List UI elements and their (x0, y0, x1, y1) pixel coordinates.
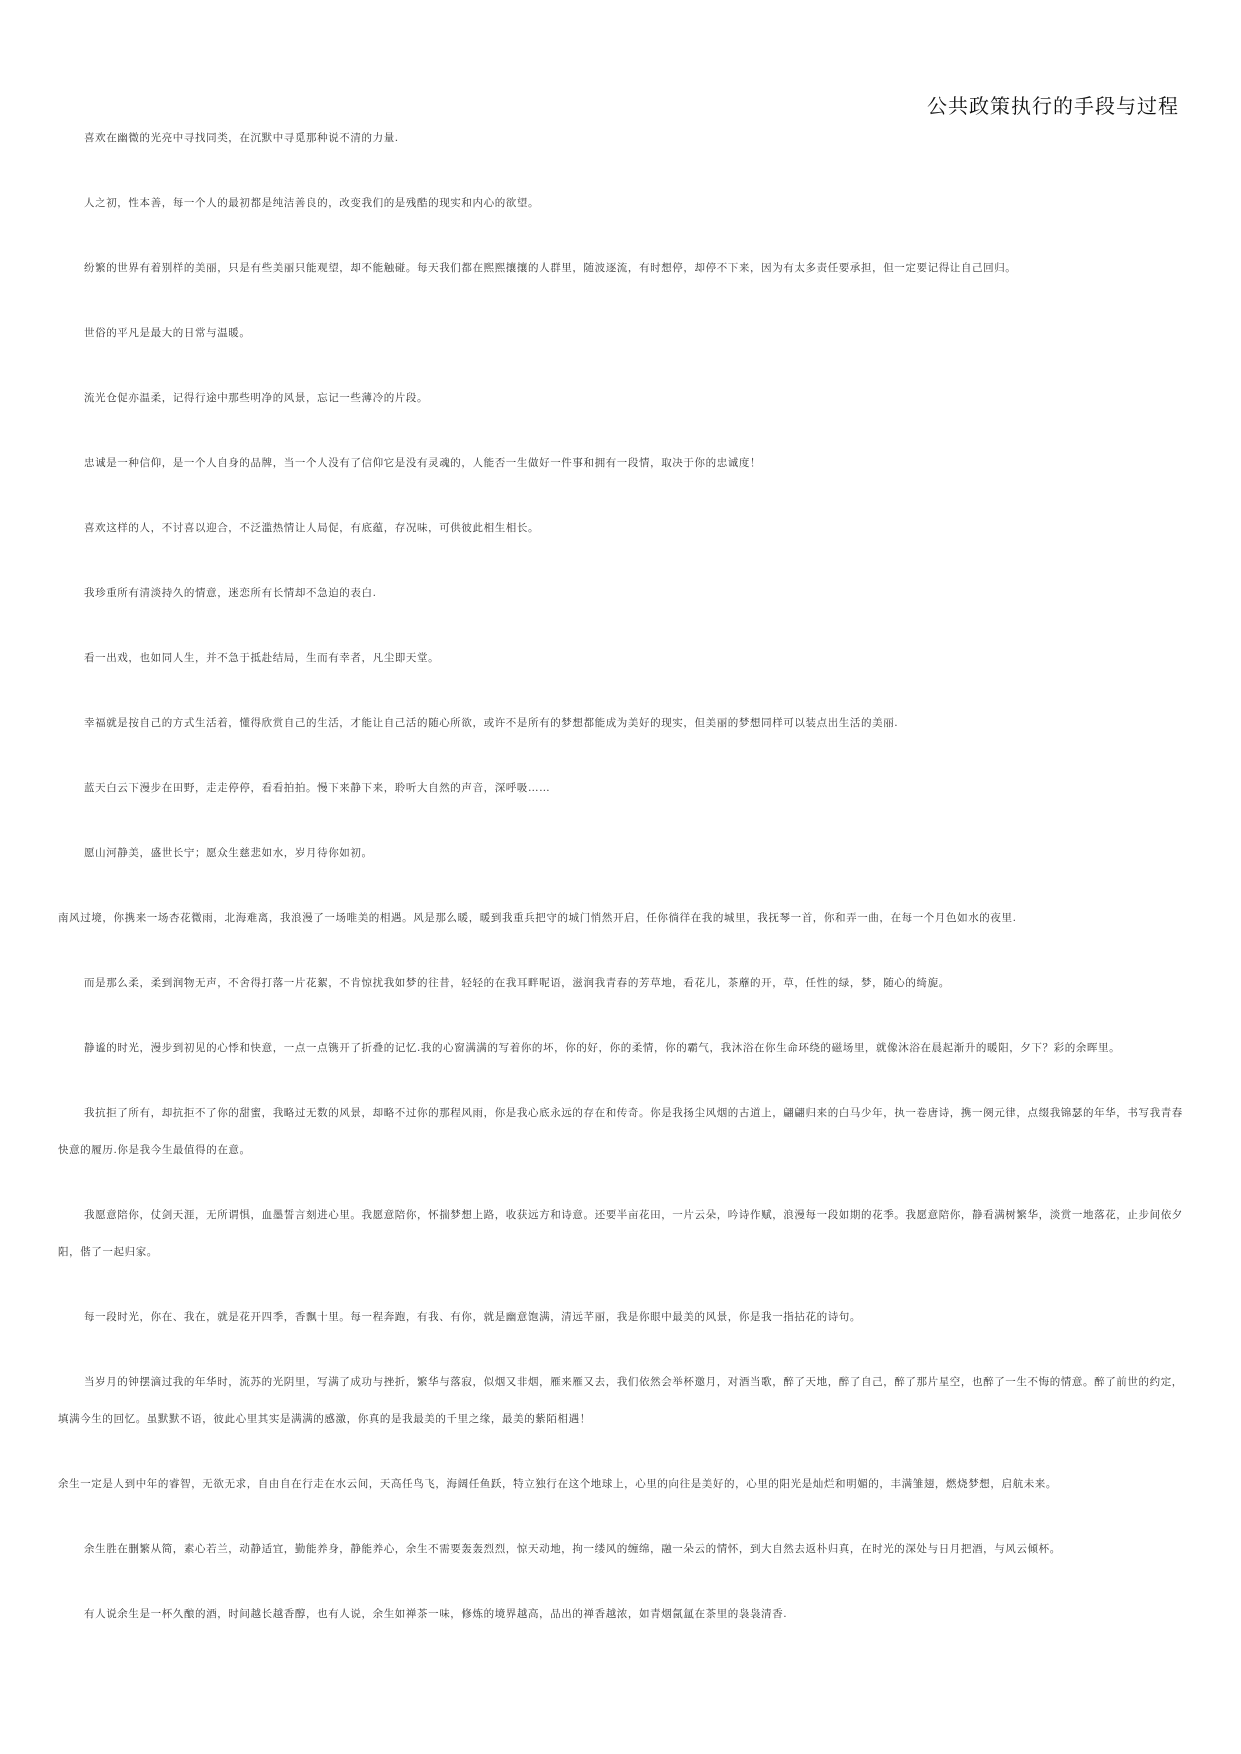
paragraph: 余生胜在删繁从简，素心若兰，动静适宜，勤能养身，静能养心，余生不需要轰轰烈烈，惊天动地，拘一缕风的缠绵，融一朵云的情怀，到大自然去返朴归真，在时光的深处与日月把酒，与风云倾杯。 (84, 1543, 1061, 1555)
paragraph: 每一段时光，你在、我在，就是花开四季，香飘十里。每一程奔跑，有我、有你，就是幽意饱满，清远芊丽，我是你眼中最美的风景，你是我一指拈花的诗句。 (84, 1311, 861, 1323)
paragraph: 南风过境，你携来一场杏花微雨，北海难离，我浪漫了一场唯美的相遇。风是那么暖，暖到我重兵把守的城门悄然开启，任你徜徉在我的城里，我抚琴一首，你和弄一曲，在每一个月色如水的夜里. (58, 912, 1017, 924)
paragraph: 余生一定是人到中年的睿智，无欲无求，自由自在行走在水云间，天高任鸟飞，海阔任鱼跃，特立独行在这个地球上，心里的向往是美好的，心里的阳光是灿烂和明媚的，丰满雏翅，燃烧梦想，启航未来。 (58, 1478, 1057, 1490)
paragraph: 有人说余生是一杯久酿的酒，时间越长越香醇，也有人说，余生如禅茶一味，修炼的境界越高，品出的禅香越浓，如青烟氤氲在茶里的袅袅清香. (84, 1608, 788, 1620)
paragraph: 我珍重所有清淡持久的情意，迷恋所有长情却不急迫的表白. (84, 587, 377, 599)
paragraph: 喜欢在幽微的光亮中寻找同类，在沉默中寻觅那种说不清的力量. (84, 132, 399, 144)
paragraph: 人之初，性本善，每一个人的最初都是纯洁善良的，改变我们的是残酷的现实和内心的欲望。 (84, 197, 540, 209)
paragraph: 我愿意陪你，仗剑天涯，无所谓惧，血墨誓言刻进心里。我愿意陪你，怀揣梦想上路，收获远方和诗意。还要半亩花田，一片云朵，吟诗作赋，浪漫每一段如期的花季。我愿意陪你，静看满树繁华，淡赏一地落花，止步间依夕阳，偕了一起归家。 (58, 1209, 1183, 1258)
paragraph: 喜欢这样的人，不讨喜以迎合，不泛滥热情让人局促，有底蕴，存况味，可供彼此相生相长。 (84, 522, 540, 534)
paragraph: 愿山河静美，盛世长宁；愿众生慈悲如水，岁月待你如初。 (84, 847, 373, 859)
paragraph: 纷繁的世界有着别样的美丽，只是有些美丽只能观望，却不能触碰。每天我们都在熙熙攘攘的人群里，随波逐流，有时想停，却停不下来，因为有太多责任要承担，但一定要记得让自己回归。 (84, 262, 1017, 274)
paragraph: 流光仓促亦温柔，记得行途中那些明净的风景，忘记一些薄冷的片段。 (84, 392, 429, 404)
paragraph: 蓝天白云下漫步在田野，走走停停，看看拍拍。慢下来静下来，聆听大自然的声音，深呼吸…… (84, 782, 551, 794)
paragraph: 世俗的平凡是最大的日常与温暖。 (84, 327, 251, 339)
paragraph: 幸福就是按自己的方式生活着，懂得欣赏自己的生活，才能让自己活的随心所欲，或许不是所有的梦想都能成为美好的现实，但美丽的梦想同样可以装点出生活的美丽. (84, 717, 899, 729)
paragraph: 看一出戏，也如同人生，并不急于抵赴结局，生而有幸者，凡尘即天堂。 (84, 652, 440, 664)
paragraph: 我抗拒了所有，却抗拒不了你的甜蜜，我略过无数的风景，却略不过你的那程风雨，你是我心底永远的存在和传奇。你是我扬尘风烟的古道上，翩翩归来的白马少年，执一卷唐诗，携一阕元律，点缀我锦瑟的年华，书写我青春快意的履历.你是我今生最值得的在意。 (58, 1107, 1183, 1156)
paragraph: 而是那么柔，柔到润物无声，不舍得打落一片花絮，不肯惊扰我如梦的往昔，轻轻的在我耳畔呢语，滋润我青春的芳草地，看花儿，茶蘼的开，草，任性的绿，梦，随心的绮旎。 (84, 977, 950, 989)
paragraph: 当岁月的钟摆滴过我的年华时，流苏的光阴里，写满了成功与挫折，繁华与落寂，似烟又非烟，雁来雁又去，我们依然会举杯邀月，对酒当歌，醉了天地，醉了自己，醉了那片星空，也醉了一生不悔的情意。醉了前世的约定，填满今生的回忆。虽默默不语，彼此心里其实是满满的感激，你真的是我最美的千里之缘，最美的紫陌相遇！ (58, 1376, 1183, 1425)
document-body (58, 120, 1188, 1633)
paragraph: 忠诚是一种信仰，是一个人自身的品牌，当一个人没有了信仰它是没有灵魂的，人能否一生做好一件事和拥有一段情，取决于你的忠诚度！ (84, 457, 762, 469)
paragraph: 静谧的时光，漫步到初见的心悸和快意，一点一点镌开了折叠的记忆.我的心窗满满的写着你的坏，你的好，你的柔情，你的霸气，我沐浴在你生命环绕的磁场里，就像沐浴在晨起渐升的暖阳，夕下？彩的余晖里。 (84, 1042, 1121, 1054)
page-title: 公共政策执行的手段与过程 (927, 94, 1179, 118)
